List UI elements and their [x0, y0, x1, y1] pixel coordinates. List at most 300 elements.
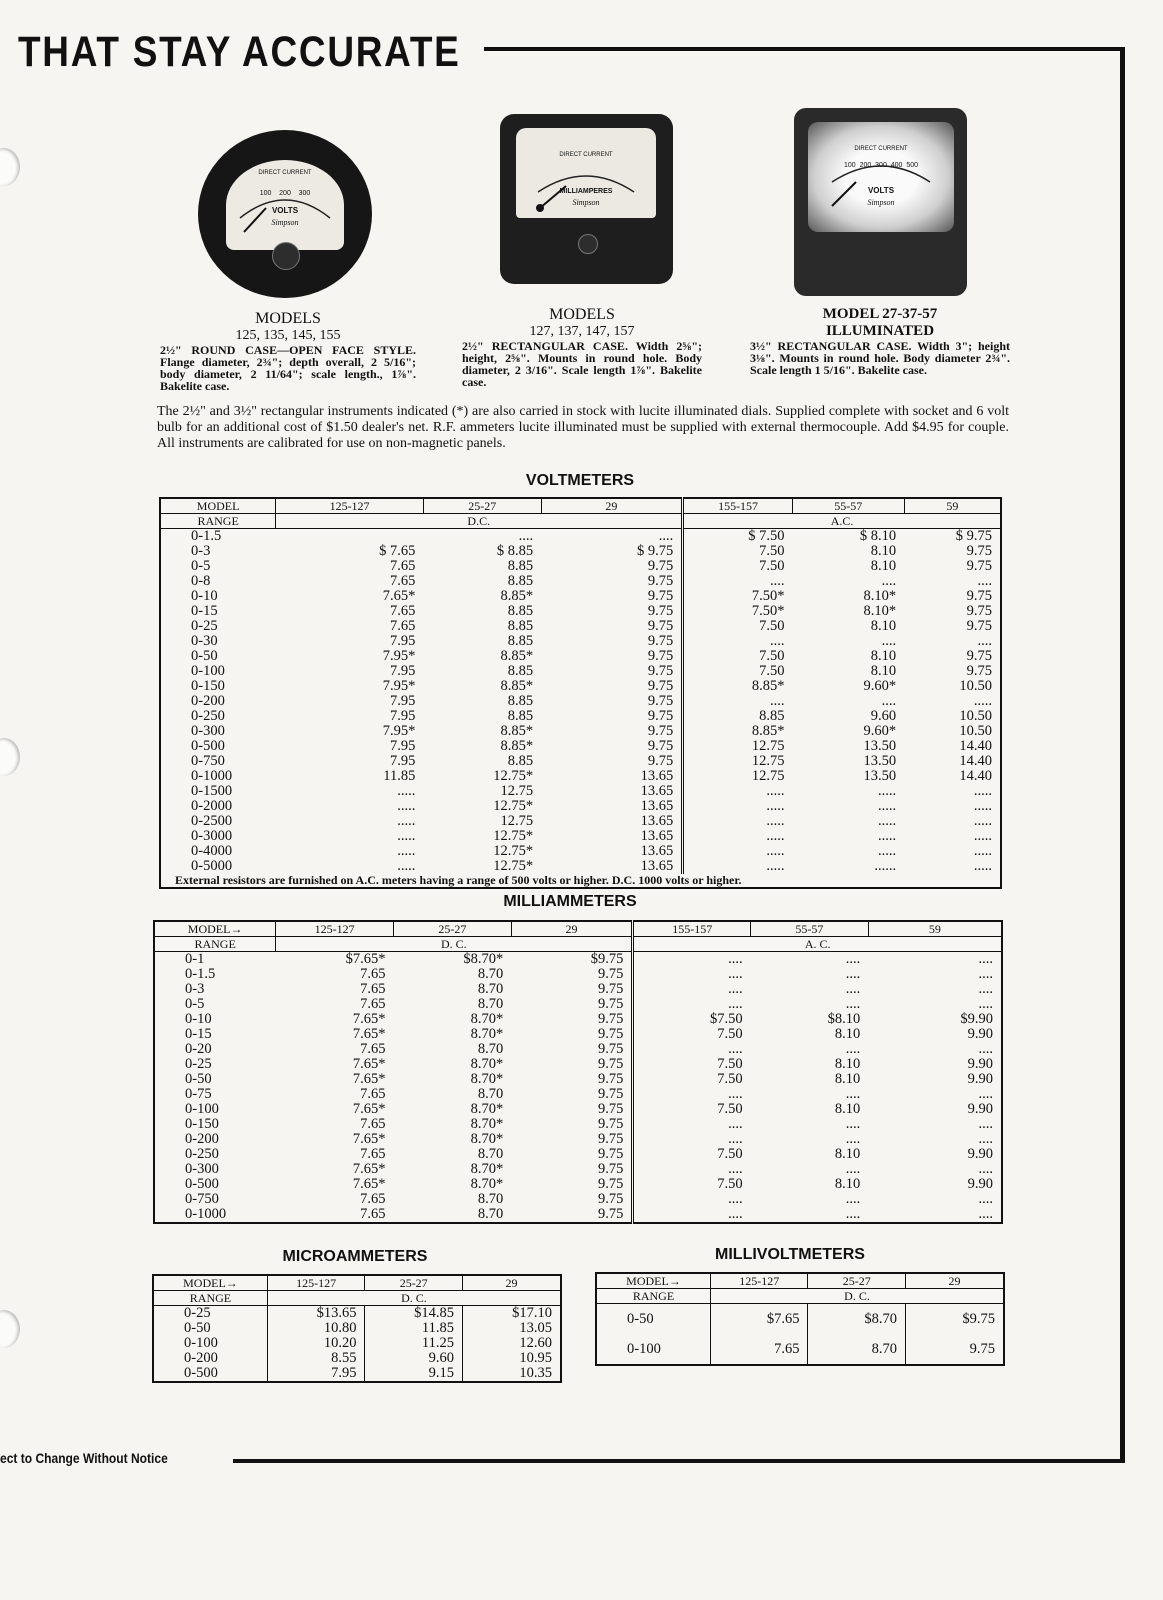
ac-group-header: A.C. [683, 514, 1001, 529]
table-row [160, 754, 1001, 769]
range-cell: 0-30 [191, 633, 218, 649]
price-cell: ..... [397, 813, 416, 829]
price-cell: 7.50 [633, 1177, 751, 1192]
dc-group-header: D. C. [710, 1289, 1004, 1304]
price-cell: 9.75 [598, 1086, 624, 1102]
price-cell: 7.50 [633, 1102, 751, 1117]
price-cell: 8.55 [267, 1351, 365, 1366]
price-cell: 7.65* [352, 1176, 386, 1192]
price-cell: 9.75 [647, 618, 674, 634]
price-cell: 8.10* [863, 603, 897, 619]
price-cell: 12.75 [500, 813, 534, 829]
range-cell: 0-75 [185, 1086, 212, 1102]
range-label: RANGE [160, 514, 276, 529]
price-cell: 8.10 [870, 618, 897, 634]
millivoltmeters-table-wrap [595, 1272, 1005, 1366]
price-cell: .... [633, 967, 751, 982]
voltmeters-table-wrap [159, 497, 1002, 889]
price-cell: 9.60* [863, 723, 897, 739]
price-cell: ..... [878, 843, 897, 859]
price-cell: 9.75 [966, 543, 992, 559]
table-row [160, 709, 1001, 724]
voltmeters-table [159, 497, 1002, 889]
millivoltmeters-table [595, 1272, 1005, 1366]
price-cell: 9.75 [598, 1191, 624, 1207]
price-cell: 7.65* [352, 1056, 386, 1072]
range-cell: 0-300 [185, 1161, 219, 1177]
range-cell: 0-4000 [191, 843, 233, 859]
table-row [153, 1306, 561, 1322]
price-cell: 13.05 [462, 1321, 561, 1336]
tick-label: 500 [906, 162, 918, 169]
price-cell: 7.50 [633, 1057, 751, 1072]
page-title: THAT STAY ACCURATE [18, 28, 461, 76]
range-cell: 0-100 [191, 663, 225, 679]
price-cell: 10.80 [267, 1321, 365, 1336]
table-row [154, 1072, 1002, 1087]
table-row [160, 799, 1001, 814]
price-cell: 9.75 [598, 1101, 624, 1117]
meter-label-current: DIRECT CURRENT [258, 170, 312, 176]
table-row [596, 1334, 1004, 1365]
millivoltmeters-range-row [596, 1289, 1004, 1304]
price-cell: $13.65 [267, 1306, 365, 1322]
model-label: MODEL→ [596, 1273, 710, 1289]
tick-label: 100 [259, 190, 272, 197]
price-cell: 9.75 [598, 1146, 624, 1162]
table-row [160, 829, 1001, 844]
price-cell: $8.70 [808, 1304, 906, 1335]
price-cell: .... [633, 1192, 751, 1207]
price-cell: ...... [874, 858, 897, 874]
table-row [154, 1177, 1002, 1192]
price-cell: 11.85 [383, 768, 416, 784]
price-cell: 7.95 [389, 663, 416, 679]
range-cell: 0-250 [185, 1146, 219, 1162]
price-cell: .... [881, 573, 897, 589]
price-cell: .... [683, 694, 793, 709]
price-cell: 12.60 [462, 1336, 561, 1351]
range-cell: 0-150 [191, 678, 225, 694]
price-cell: 9.75 [966, 588, 992, 604]
table-row [154, 1087, 1002, 1102]
price-cell: $9.75 [905, 1304, 1004, 1335]
price-cell: 13.50 [863, 753, 897, 769]
range-cell: 0-10 [191, 588, 218, 604]
price-cell: 9.75 [598, 1041, 624, 1057]
price-cell: 7.95* [382, 678, 416, 694]
price-cell: .... [633, 1162, 751, 1177]
model-column-header: 29 [541, 498, 683, 514]
price-cell: 9.90 [967, 1176, 993, 1192]
table-row [160, 814, 1001, 829]
price-cell: 8.70* [470, 1176, 504, 1192]
price-cell: 8.70 [477, 1191, 504, 1207]
meter-label-current: DIRECT CURRENT [559, 152, 613, 158]
caption-models: 125, 135, 145, 155 [235, 328, 341, 343]
range-cell: 0-3 [191, 543, 211, 559]
price-cell: 12.75 [500, 783, 534, 799]
price-cell: 9.75 [647, 693, 674, 709]
price-cell: 11.25 [365, 1336, 463, 1351]
price-cell: ..... [397, 858, 416, 874]
table-row [160, 574, 1001, 589]
price-cell: 8.70* [470, 1161, 504, 1177]
price-cell: .... [845, 951, 861, 967]
price-cell: ..... [397, 828, 416, 844]
price-cell: 7.65* [352, 1026, 386, 1042]
price-cell: 13.50 [863, 738, 897, 754]
table-row [154, 1207, 1002, 1223]
table-row [160, 544, 1001, 559]
zero-adjust-knob [578, 234, 598, 254]
price-cell: 7.50 [633, 1027, 751, 1042]
price-cell: 8.10 [834, 1176, 861, 1192]
price-cell: ..... [973, 843, 992, 859]
price-cell: 8.85 [507, 603, 534, 619]
price-cell: 9.60 [870, 708, 897, 724]
price-cell: ..... [878, 783, 897, 799]
price-cell: 8.85* [500, 678, 534, 694]
rectangular-meter-photo [500, 114, 673, 284]
microammeters-table-wrap [152, 1274, 562, 1383]
price-cell: 7.65 [360, 996, 386, 1012]
table-row [154, 1132, 1002, 1147]
price-cell: $7.65 [710, 1304, 808, 1335]
price-cell: ..... [973, 858, 992, 874]
range-cell: 0-50 [191, 648, 218, 664]
price-cell: 8.10* [863, 588, 897, 604]
milliammeters-table [153, 920, 1003, 1224]
range-cell: 0-25 [184, 1305, 211, 1321]
millivoltmeters-model-row [596, 1273, 1004, 1289]
price-cell: .... [845, 1116, 861, 1132]
table-row [154, 982, 1002, 997]
range-cell: 0-300 [191, 723, 225, 739]
price-cell: 8.10 [834, 1056, 861, 1072]
price-cell: 9.75 [647, 708, 674, 724]
price-cell: 8.70 [477, 1206, 504, 1222]
top-rule [484, 47, 1124, 51]
price-cell: 8.85 [683, 709, 793, 724]
price-cell: ..... [683, 859, 793, 874]
price-cell: .... [881, 633, 897, 649]
price-cell: $ 9.75 [636, 543, 674, 559]
caption-description: 2½" RECTANGULAR CASE. Width 2⅝"; height, 2⅝". Mounts in round hole. Body diameter, 2 3/16". Scale length 1⅞". Bakelite case. [462, 339, 702, 389]
table-row [160, 559, 1001, 574]
price-cell: 13.65 [640, 783, 674, 799]
price-cell: $8.70* [463, 951, 504, 967]
price-cell: $7.65* [345, 951, 386, 967]
price-cell: ..... [973, 813, 992, 829]
range-cell: 0-1000 [185, 1206, 227, 1222]
tick-label: 300 [875, 162, 887, 169]
price-cell: 8.70 [477, 1086, 504, 1102]
ac-group-header: A. C. [633, 937, 1002, 952]
price-cell: 8.85* [500, 738, 534, 754]
zero-adjust-knob [272, 242, 300, 270]
price-cell: 8.85* [500, 648, 534, 664]
range-cell: 0-500 [184, 1365, 218, 1381]
model-column-header: 59 [868, 921, 1002, 937]
price-cell: 9.90 [967, 1146, 993, 1162]
price-cell: ..... [683, 814, 793, 829]
price-cell: 7.65 [389, 558, 416, 574]
price-cell: 7.95 [389, 633, 416, 649]
price-cell: 14.40 [959, 753, 992, 769]
price-cell: 8.10 [834, 1071, 861, 1087]
price-cell: 8.85* [683, 679, 793, 694]
tick-label: 400 [890, 162, 903, 169]
model-column-header: 55-57 [792, 498, 904, 514]
table-row [160, 784, 1001, 799]
caption-rect-models [462, 306, 702, 388]
range-cell: 0-2000 [191, 798, 233, 814]
price-cell: 7.95* [382, 648, 416, 664]
price-cell: 7.65 [360, 1116, 386, 1132]
range-cell: 0-1500 [191, 783, 233, 799]
price-cell: 12.75* [493, 798, 534, 814]
price-cell: 8.70* [470, 1011, 504, 1027]
price-cell: 7.65 [360, 1146, 386, 1162]
table-row [154, 1057, 1002, 1072]
price-cell: 9.75 [598, 966, 624, 982]
price-cell: 8.85 [507, 573, 534, 589]
table-row [160, 529, 1001, 545]
price-cell: $14.85 [365, 1306, 463, 1322]
model-column-header: 155-157 [683, 498, 793, 514]
price-cell: 12.75* [493, 843, 534, 859]
table-row [154, 1012, 1002, 1027]
range-cell: 0-25 [185, 1056, 212, 1072]
caption-title: MODELS [255, 310, 321, 327]
price-cell: 8.70 [477, 1146, 504, 1162]
table-row [160, 859, 1001, 874]
meter-unit: MILLIAMPERES [559, 188, 613, 195]
price-cell: 7.50 [683, 544, 793, 559]
model-column-header: 25-27 [423, 498, 541, 514]
caption-description: 2½" ROUND CASE—OPEN FACE STYLE. Flange diameter, 2¾"; depth overall, 2 5/16"; body diameter, 2 11/64"; scale length., 1⅞". Bakelite case. [160, 343, 416, 393]
table-row [153, 1336, 561, 1351]
bottom-rule [233, 1459, 1125, 1463]
price-cell: 8.70 [477, 981, 504, 997]
price-cell: 7.65 [360, 981, 386, 997]
table-row [154, 967, 1002, 982]
price-cell: 9.75 [598, 1131, 624, 1147]
caption-title: MODEL 27-37-57 [822, 306, 938, 322]
binder-hole-middle [0, 738, 20, 776]
price-cell: .... [978, 1161, 993, 1177]
price-cell: .... [658, 528, 674, 544]
price-cell: 12.75* [493, 858, 534, 874]
price-cell: 9.75 [647, 723, 674, 739]
price-cell: $8.10 [827, 1011, 861, 1027]
price-cell: 7.65 [389, 618, 416, 634]
table-row [160, 724, 1001, 739]
price-cell: 7.65* [382, 588, 416, 604]
price-cell: 7.95 [389, 693, 416, 709]
price-cell: ..... [683, 829, 793, 844]
model-column-header: 125-127 [276, 498, 424, 514]
range-cell: 0-5000 [191, 858, 233, 874]
caption-models: ILLUMINATED [825, 323, 935, 339]
price-cell: ..... [683, 784, 793, 799]
price-cell: 9.60* [863, 678, 897, 694]
price-cell: .... [845, 1086, 861, 1102]
range-cell: 0-2500 [191, 813, 233, 829]
meter-label-current: DIRECT CURRENT [854, 146, 908, 152]
voltmeters-footnote: External resistors are furnished on A.C. meters having a range of 500 volts or higher. D.C. 1000 volts or higher. [175, 873, 742, 887]
price-cell: 9.75 [598, 1026, 624, 1042]
price-cell: 8.70 [808, 1334, 906, 1365]
price-cell: 9.75 [598, 1116, 624, 1132]
table-row [596, 1304, 1004, 1335]
range-label: RANGE [153, 1291, 267, 1306]
model-column-header: 29 [905, 1273, 1004, 1289]
model-label: MODEL→ [153, 1275, 267, 1291]
price-cell: .... [977, 633, 992, 649]
range-cell: 0-500 [191, 738, 225, 754]
price-cell: 7.50 [683, 649, 793, 664]
price-cell: 13.65 [640, 768, 674, 784]
tick-label: 200 [859, 162, 872, 169]
range-cell: 0-50 [185, 1071, 212, 1087]
range-cell: 0-5 [191, 558, 211, 574]
price-cell: $ 9.75 [955, 528, 992, 544]
microammeters-title: MICROAMMETERS [282, 1248, 428, 1265]
price-cell: 7.65 [360, 1191, 386, 1207]
range-cell: 0-10 [185, 1011, 212, 1027]
price-cell: .... [978, 1116, 993, 1132]
model-column-header: 155-157 [633, 921, 751, 937]
price-cell: $9.90 [960, 1011, 993, 1027]
price-cell: 13.65 [640, 828, 674, 844]
price-cell: ..... [397, 783, 416, 799]
price-cell: 7.95* [382, 723, 416, 739]
model-column-header: 55-57 [751, 921, 869, 937]
price-cell: 8.85 [507, 558, 534, 574]
illuminated-meter-photo [794, 108, 967, 296]
price-cell: 13.65 [640, 858, 674, 874]
price-cell: 13.65 [640, 813, 674, 829]
tick-label: 300 [298, 190, 311, 197]
price-cell: 12.75 [683, 739, 793, 754]
price-cell: .... [845, 1041, 861, 1057]
price-cell: $ 8.85 [496, 543, 534, 559]
price-cell: 9.90 [967, 1026, 993, 1042]
range-cell: 0-750 [185, 1191, 219, 1207]
range-cell: 0-1 [185, 951, 205, 967]
price-cell: 11.85 [365, 1321, 463, 1336]
price-cell: 9.75 [647, 573, 674, 589]
price-cell: ..... [878, 828, 897, 844]
price-cell: .... [633, 1087, 751, 1102]
price-cell: ..... [973, 783, 992, 799]
model-label: MODEL→ [154, 921, 276, 937]
range-cell: 0-500 [185, 1176, 219, 1192]
price-cell: 9.15 [365, 1366, 463, 1382]
price-cell: ..... [878, 813, 897, 829]
price-cell: 7.65 [710, 1334, 808, 1365]
table-row [160, 664, 1001, 679]
meter-unit: VOLTS [867, 186, 895, 195]
price-cell: .... [978, 951, 993, 967]
range-cell: 0-200 [184, 1350, 218, 1366]
price-cell: .... [633, 997, 751, 1012]
range-cell: 0-50 [627, 1310, 654, 1327]
price-cell: .... [845, 981, 861, 997]
table-row [154, 1027, 1002, 1042]
table-row [154, 952, 1002, 968]
table-row [154, 1192, 1002, 1207]
price-cell: 9.75 [598, 1161, 624, 1177]
price-cell: 8.10 [834, 1101, 861, 1117]
price-cell: 9.75 [966, 603, 992, 619]
price-cell: ..... [973, 798, 992, 814]
price-cell: 8.85* [683, 724, 793, 739]
price-cell: 8.70 [477, 1041, 504, 1057]
range-cell: 0-8 [191, 573, 211, 589]
price-cell: 9.75 [598, 1011, 624, 1027]
price-cell: $ 7.50 [683, 529, 793, 545]
price-cell: 7.65* [352, 1011, 386, 1027]
table-row [154, 1042, 1002, 1057]
range-cell: 0-1.5 [191, 528, 222, 544]
range-cell: 0-200 [185, 1131, 219, 1147]
microammeters-range-row [153, 1291, 561, 1306]
table-row [160, 589, 1001, 604]
price-cell: 8.70* [470, 1071, 504, 1087]
price-cell: 8.10 [834, 1026, 861, 1042]
table-row [160, 604, 1001, 619]
price-cell: 7.65 [389, 573, 416, 589]
model-column-header: 25-27 [365, 1275, 463, 1291]
price-cell: .... [683, 574, 793, 589]
price-cell: 8.85 [507, 663, 534, 679]
range-cell: 0-100 [185, 1101, 219, 1117]
price-cell: $ 7.65 [379, 543, 416, 559]
range-cell: 0-750 [191, 753, 225, 769]
price-cell: 7.95 [389, 753, 416, 769]
price-cell: 12.75 [683, 769, 793, 784]
price-cell: 9.90 [967, 1071, 993, 1087]
model-column-header: 59 [904, 498, 1001, 514]
range-cell: 0-25 [191, 618, 218, 634]
price-cell: ..... [973, 828, 992, 844]
table-row [154, 1162, 1002, 1177]
price-cell: 9.75 [966, 663, 992, 679]
price-cell: .... [977, 573, 992, 589]
price-cell: 7.50* [683, 589, 793, 604]
voltmeters-model-row [160, 498, 1001, 514]
price-cell: 9.75 [647, 558, 674, 574]
price-cell: 9.75 [966, 648, 992, 664]
binder-hole-top [0, 148, 20, 186]
price-cell: .... [633, 952, 751, 968]
price-cell: 9.75 [598, 996, 624, 1012]
range-cell: 0-15 [191, 603, 218, 619]
price-cell: 7.50 [633, 1147, 751, 1162]
table-row [160, 649, 1001, 664]
meter-brand: Simpson [867, 198, 895, 207]
price-cell: 8.85 [507, 693, 534, 709]
price-cell: 14.40 [959, 738, 992, 754]
price-cell: ..... [973, 693, 992, 709]
range-cell: 0-15 [185, 1026, 212, 1042]
model-column-header: 125-127 [276, 921, 394, 937]
price-cell: 7.65 [389, 603, 416, 619]
price-cell: .... [978, 1086, 993, 1102]
